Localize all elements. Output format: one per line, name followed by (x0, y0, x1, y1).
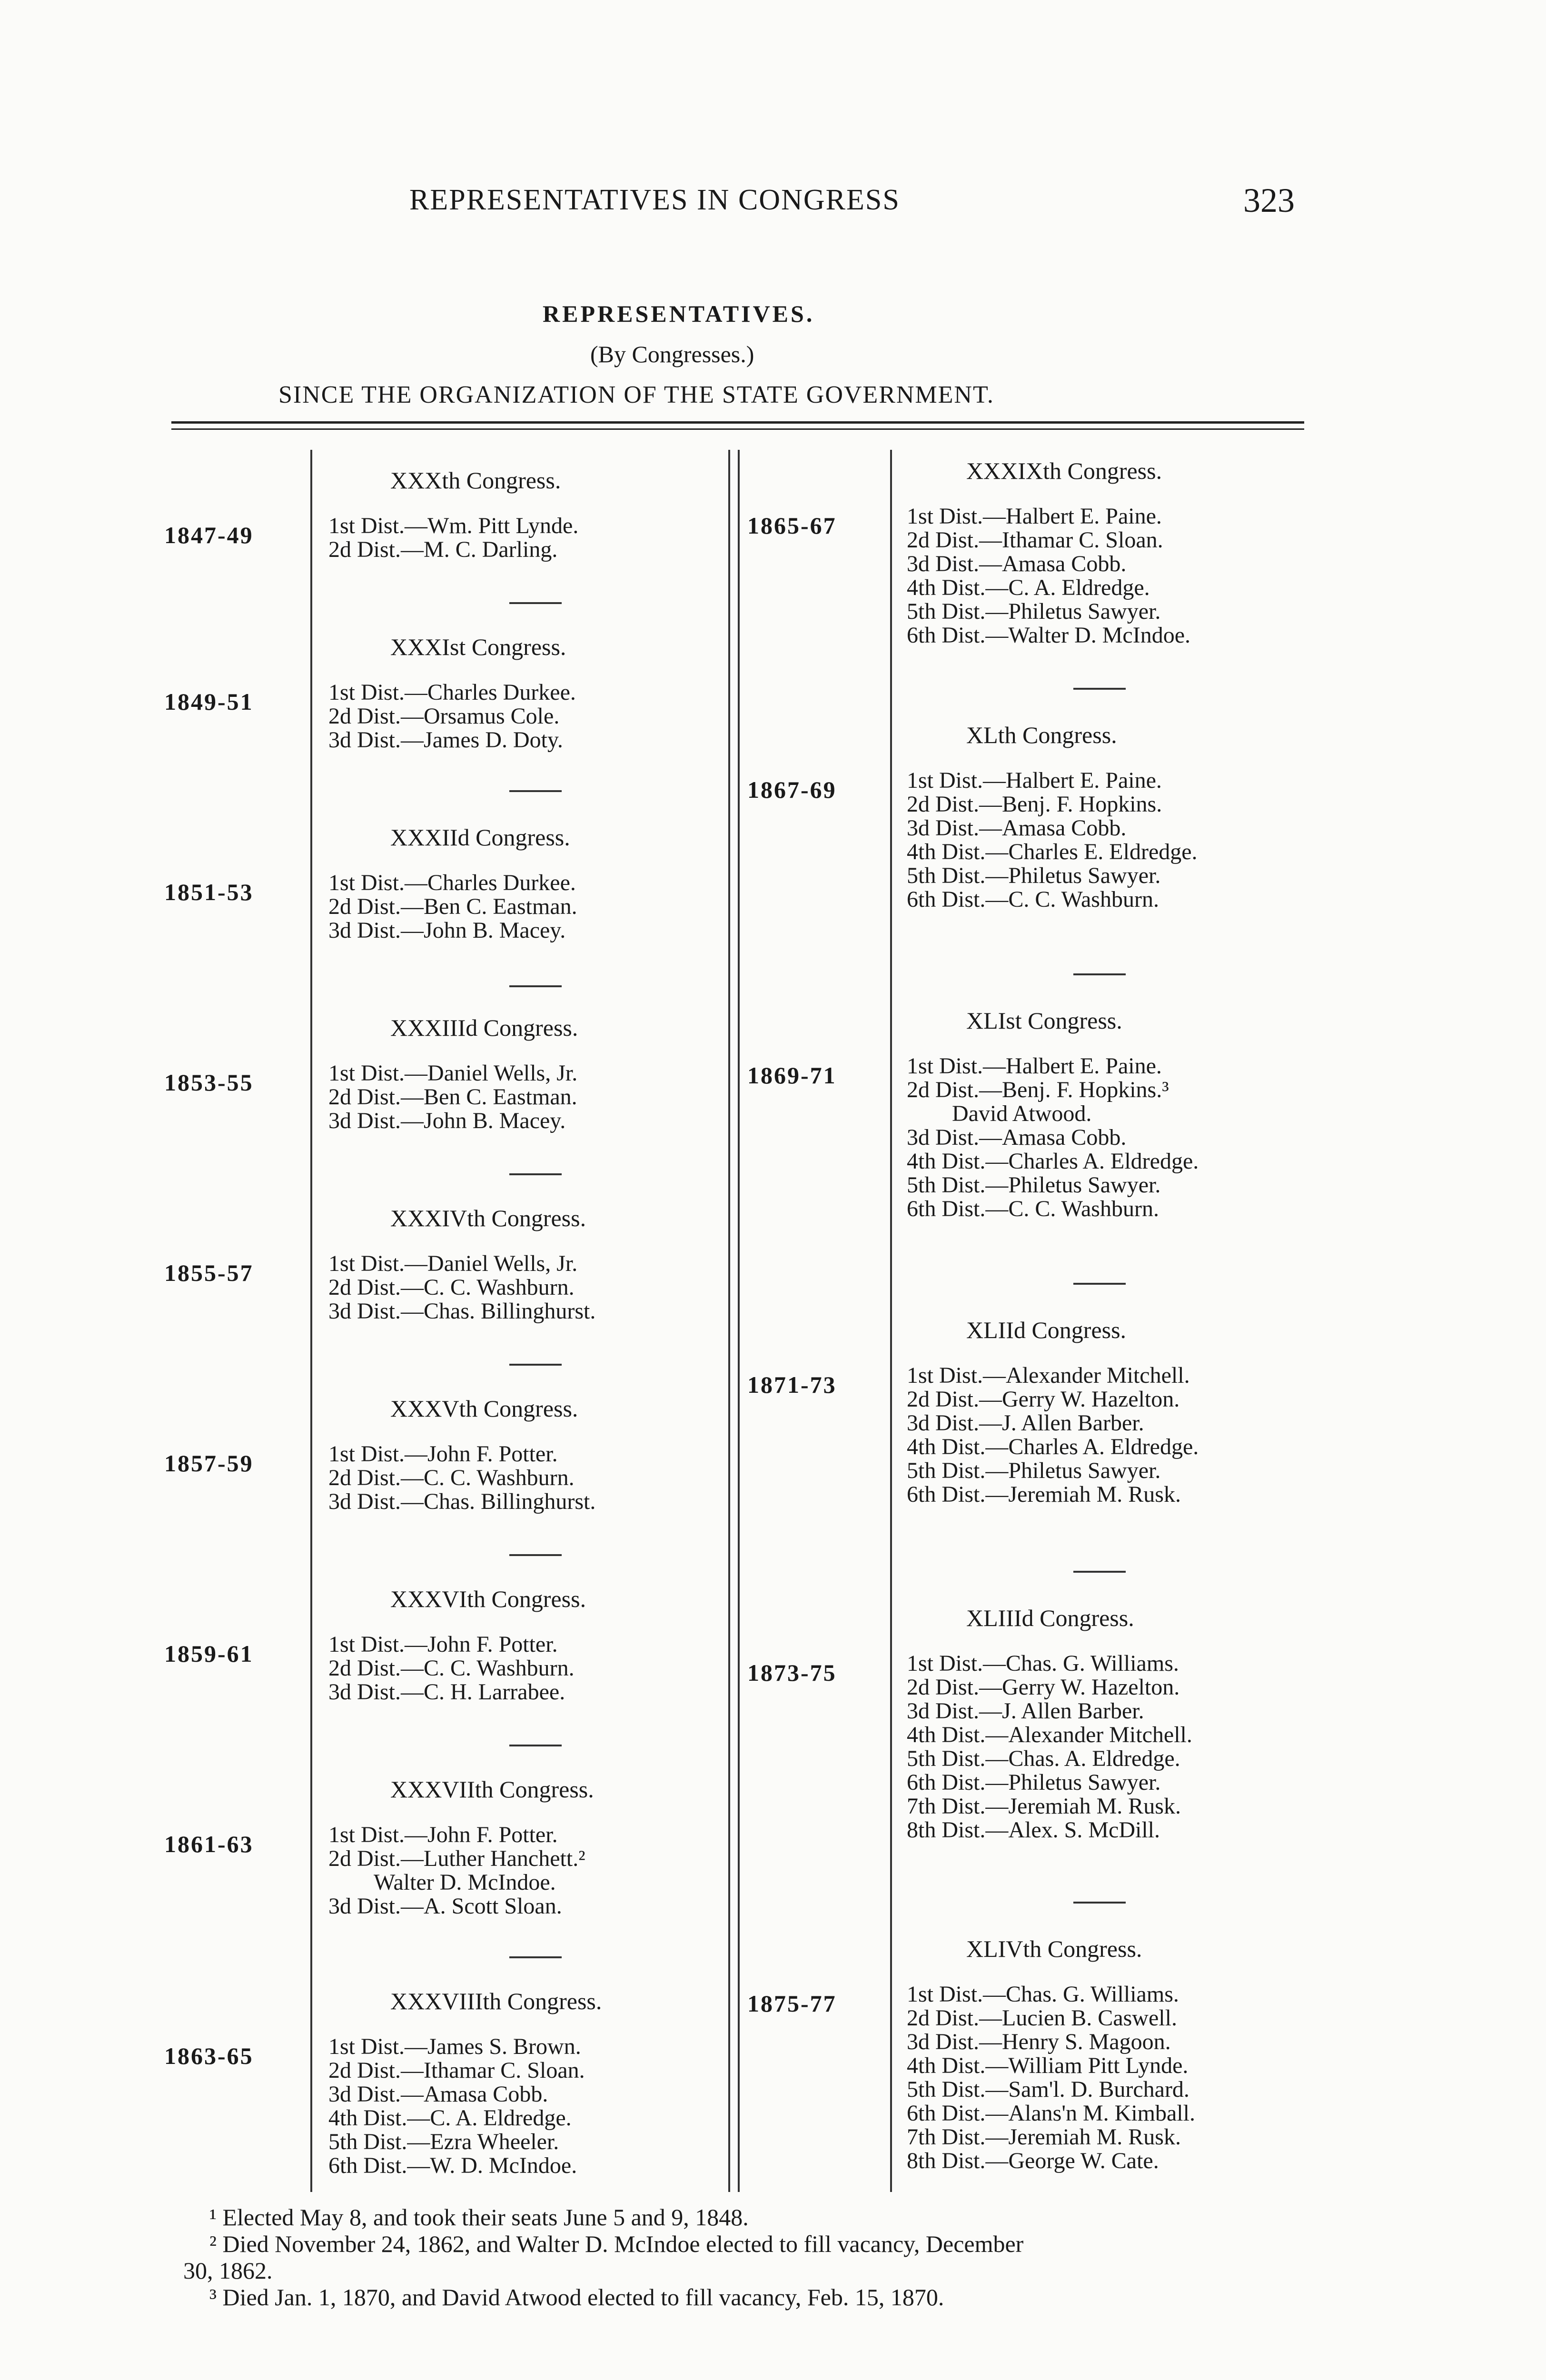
district-entry: 1st Dist.—Halbert E. Paine. (907, 1053, 1162, 1079)
district-entry: 1st Dist.—John F. Potter. (328, 1822, 558, 1847)
section-separator (509, 1554, 562, 1556)
district-entry: 3d Dist.—Amasa Cobb. (907, 1125, 1127, 1150)
congress-years: 1867-69 (747, 776, 837, 803)
congress-years: 1873-75 (747, 1659, 837, 1686)
district-entry: 4th Dist.—Alexander Mitchell. (907, 1722, 1192, 1747)
district-entry: 2d Dist.—Ithamar C. Sloan. (328, 2058, 585, 2083)
district-entry: 2d Dist.—Orsamus Cole. (328, 704, 560, 729)
district-entry: 4th Dist.—Charles A. Eldredge. (907, 1434, 1199, 1459)
district-entry: 6th Dist.—Walter D. McIndoe. (907, 623, 1191, 648)
footnotes (183, 2204, 1345, 2311)
congress-years: 1869-71 (747, 1062, 837, 1089)
footnote-1: ¹ Elected May 8, and took their seats June 5 and 9, 1848. (209, 2204, 749, 2231)
district-entry: 3d Dist.—Amasa Cobb. (907, 551, 1127, 576)
page-heading: REPRESENTATIVES. (543, 300, 815, 327)
district-entry: 5th Dist.—Chas. A. Eldredge. (907, 1746, 1180, 1771)
district-entry: 6th Dist.—C. C. Washburn. (907, 1196, 1159, 1221)
congress-heading: XXXIst Congress. (390, 634, 566, 660)
congress-heading: XLIVth Congress. (966, 1935, 1142, 1962)
congress-heading: XLIst Congress. (966, 1007, 1122, 1034)
district-entry: 2d Dist.—Ben C. Eastman. (328, 1084, 577, 1110)
congress-heading: XLIId Congress. (966, 1317, 1127, 1343)
congress-years: 1875-77 (747, 1990, 837, 2017)
district-entry: 8th Dist.—Alex. S. McDill. (907, 1817, 1160, 1843)
district-entry: 3d Dist.—Henry S. Magoon. (907, 2029, 1171, 2054)
district-entry: 2d Dist.—C. C. Washburn. (328, 1465, 575, 1490)
page-number: 323 (1243, 181, 1295, 219)
district-entry: 4th Dist.—C. A. Eldredge. (907, 575, 1150, 600)
section-separator (509, 1956, 562, 1958)
congress-years: 1855-57 (164, 1259, 254, 1286)
district-entry: 7th Dist.—Jeremiah M. Rusk. (907, 1794, 1181, 1819)
section-separator (509, 790, 562, 792)
center-divider-a (728, 450, 730, 2192)
district-entry: 1st Dist.—Charles Durkee. (328, 680, 576, 705)
congress-heading: XXXIVth Congress. (390, 1205, 586, 1231)
district-entry: 3d Dist.—C. H. Larrabee. (328, 1679, 565, 1705)
district-entry: 2d Dist.—Ithamar C. Sloan. (907, 527, 1163, 553)
district-entry: 2d Dist.—C. C. Washburn. (328, 1656, 575, 1681)
district-entry: 2d Dist.—Gerry W. Hazelton. (907, 1387, 1180, 1412)
right-column-divider (890, 450, 892, 2192)
congress-years: 1861-63 (164, 1831, 254, 1857)
district-entry: 4th Dist.—C. A. Eldredge. (328, 2105, 572, 2131)
district-entry: 2d Dist.—Benj. F. Hopkins.³ (907, 1077, 1169, 1102)
district-entry: 6th Dist.—Jeremiah M. Rusk. (907, 1482, 1181, 1507)
section-separator (509, 1364, 562, 1366)
district-entry: 2d Dist.—Benj. F. Hopkins. (907, 792, 1162, 817)
footnote-2: ² Died November 24, 1862, and Walter D. McIndoe elected to fill vacancy, December (209, 2231, 1024, 2257)
section-separator (1073, 688, 1126, 690)
congress-heading: XXXIIId Congress. (390, 1014, 578, 1041)
district-entry: 8th Dist.—George W. Cate. (907, 2148, 1159, 2173)
congress-years: 1851-53 (164, 879, 254, 905)
district-entry: 5th Dist.—Ezra Wheeler. (328, 2129, 559, 2154)
section-separator (509, 1745, 562, 1746)
congress-heading: XXXIId Congress. (390, 824, 570, 851)
congress-years: 1871-73 (747, 1371, 837, 1398)
district-entry: 1st Dist.—James S. Brown. (328, 2034, 581, 2059)
district-entry: 5th Dist.—Sam'l. D. Burchard. (907, 2077, 1189, 2102)
congress-years: 1849-51 (164, 688, 254, 715)
district-entry: 3d Dist.—John B. Macey. (328, 1108, 566, 1133)
district-entry: 6th Dist.—C. C. Washburn. (907, 887, 1159, 912)
district-entry: 1st Dist.—Wm. Pitt Lynde. (328, 513, 579, 538)
district-entry: 1st Dist.—Halbert E. Paine. (907, 768, 1162, 793)
congress-heading: XXXth Congress. (390, 467, 561, 494)
district-entry: 3d Dist.—Chas. Billinghurst. (328, 1489, 596, 1514)
congress-heading: XLth Congress. (966, 722, 1117, 748)
congress-years: 1859-61 (164, 1640, 254, 1667)
district-entry: 7th Dist.—Jeremiah M. Rusk. (907, 2124, 1181, 2150)
since-line: SINCE THE ORGANIZATION OF THE STATE GOVERNMENT. (278, 381, 994, 408)
section-separator (1073, 1902, 1126, 1904)
page-subheading: (By Congresses.) (590, 341, 754, 367)
top-rule-thick (171, 421, 1304, 424)
district-entry: 3d Dist.—Chas. Billinghurst. (328, 1299, 596, 1324)
district-entry: 4th Dist.—Charles E. Eldredge. (907, 839, 1198, 864)
congress-heading: XXXVIIIth Congress. (390, 1988, 602, 2014)
district-entry: 6th Dist.—Philetus Sawyer. (907, 1770, 1161, 1795)
district-entry: 1st Dist.—Chas. G. Williams. (907, 1982, 1179, 2007)
district-entry: 3d Dist.—A. Scott Sloan. (328, 1894, 562, 1919)
district-entry: 6th Dist.—Alans'n M. Kimball. (907, 2101, 1195, 2126)
district-entry: 2d Dist.—Gerry W. Hazelton. (907, 1675, 1180, 1700)
congress-heading: XLIIId Congress. (966, 1605, 1134, 1631)
district-entry: 2d Dist.—Lucien B. Caswell. (907, 2005, 1177, 2031)
district-entry: 4th Dist.—Charles A. Eldredge. (907, 1149, 1199, 1174)
district-entry: 5th Dist.—Philetus Sawyer. (907, 1172, 1161, 1198)
district-entry: 6th Dist.—W. D. McIndoe. (328, 2153, 577, 2178)
district-entry: 2d Dist.—Ben C. Eastman. (328, 894, 577, 919)
congress-years: 1865-67 (747, 512, 837, 539)
section-separator (1073, 973, 1126, 975)
district-entry: 2d Dist.—C. C. Washburn. (328, 1275, 575, 1300)
district-entry: 3d Dist.—James D. Doty. (328, 727, 563, 753)
section-separator (1073, 1283, 1126, 1285)
congress-heading: XXXVIth Congress. (390, 1586, 586, 1612)
district-entry: 4th Dist.—William Pitt Lynde. (907, 2053, 1189, 2078)
section-separator (509, 985, 562, 987)
congress-years: 1847-49 (164, 522, 254, 548)
section-separator (509, 602, 562, 604)
congress-heading: XXXIXth Congress. (966, 457, 1162, 484)
district-entry: 1st Dist.—Charles Durkee. (328, 870, 576, 895)
running-title: REPRESENTATIVES IN CONGRESS (409, 184, 900, 216)
district-entry: 3d Dist.—John B. Macey. (328, 918, 566, 943)
footnote-3: ³ Died Jan. 1, 1870, and David Atwood elected to fill vacancy, Feb. 15, 1870. (209, 2284, 944, 2311)
congress-years: 1853-55 (164, 1069, 254, 1096)
footnote-2-continued: 30, 1862. (183, 2257, 273, 2284)
district-entry: 1st Dist.—Alexander Mitchell. (907, 1363, 1190, 1388)
congress-years: 1863-65 (164, 2043, 254, 2069)
district-entry: 1st Dist.—John F. Potter. (328, 1632, 558, 1657)
district-entry: 3d Dist.—J. Allen Barber. (907, 1698, 1144, 1724)
top-rule-thin (171, 428, 1304, 430)
section-separator (509, 1173, 562, 1175)
district-entry: 5th Dist.—Philetus Sawyer. (907, 863, 1161, 888)
district-entry: 1st Dist.—Halbert E. Paine. (907, 504, 1162, 529)
congress-heading: XXXVth Congress. (390, 1395, 578, 1422)
congress-years: 1857-59 (164, 1450, 254, 1477)
district-entry: 3d Dist.—Amasa Cobb. (328, 2082, 548, 2107)
district-entry: 1st Dist.—Chas. G. Williams. (907, 1651, 1179, 1676)
district-entry: 2d Dist.—M. C. Darling. (328, 537, 558, 562)
left-column-divider (310, 450, 312, 2192)
district-entry: Walter D. McIndoe. (374, 1870, 556, 1895)
district-entry: 1st Dist.—Daniel Wells, Jr. (328, 1061, 578, 1086)
district-entry: 5th Dist.—Philetus Sawyer. (907, 599, 1161, 624)
district-entry: 1st Dist.—John F. Potter. (328, 1441, 558, 1467)
district-entry: 2d Dist.—Luther Hanchett.² (328, 1846, 585, 1871)
district-entry: 5th Dist.—Philetus Sawyer. (907, 1458, 1161, 1483)
district-entry: 1st Dist.—Daniel Wells, Jr. (328, 1251, 578, 1276)
district-entry: 3d Dist.—J. Allen Barber. (907, 1410, 1144, 1436)
district-entry: 3d Dist.—Amasa Cobb. (907, 815, 1127, 841)
section-separator (1073, 1571, 1126, 1573)
center-divider-b (738, 450, 740, 2192)
congress-heading: XXXVIIth Congress. (390, 1776, 594, 1803)
district-entry: David Atwood. (952, 1101, 1092, 1126)
